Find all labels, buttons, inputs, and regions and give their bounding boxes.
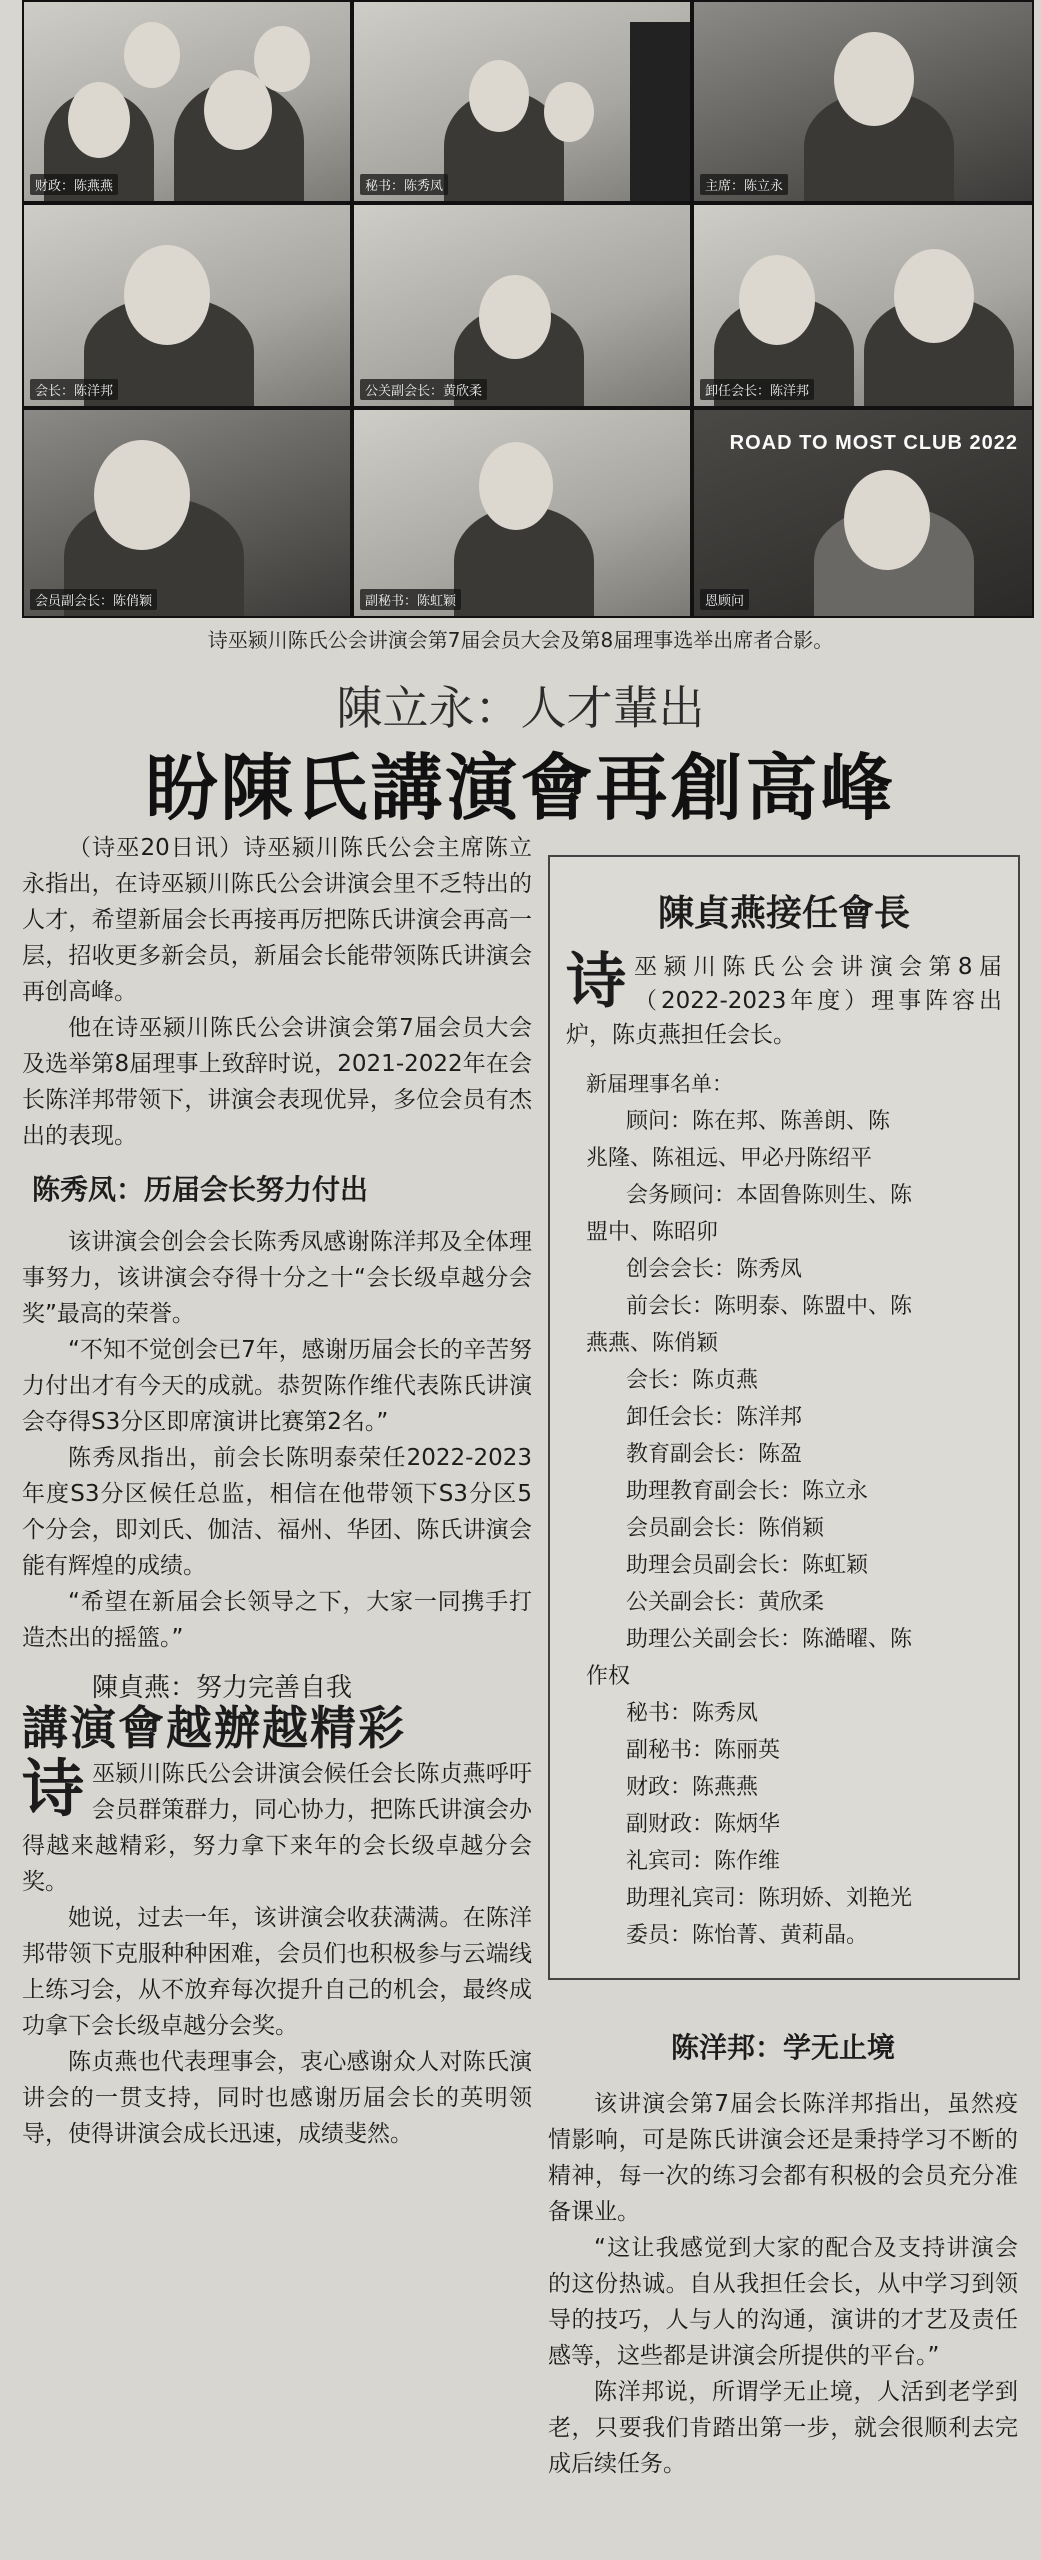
committee-box	[548, 855, 1020, 1980]
left-column	[22, 830, 532, 2152]
list-item-continued: 作权	[586, 1664, 631, 1689]
video-tile	[352, 203, 692, 408]
list-item: 财政：陈燕燕	[626, 1775, 759, 1800]
participant-name-tag: 会员副会长：陈俏颖	[30, 589, 157, 610]
drop-cap: 诗	[566, 947, 626, 1017]
participant-face	[469, 60, 529, 132]
participant-name-tag: 主席：陈立永	[700, 174, 788, 195]
participant-name-tag: 秘书：陈秀凤	[360, 174, 448, 195]
list-item: 教育副会长：陈盈	[626, 1442, 803, 1467]
intro-text: 巫颍川陈氏公会讲演会第8届（2022-2023年度）理事阵容出炉，陈贞燕担任会长。	[566, 954, 1002, 1048]
paragraph	[22, 1752, 532, 1900]
list-item: 助理教育副会长：陈立永	[626, 1479, 869, 1504]
paragraph-text: 巫颍川陈氏公会讲演会候任会长陈贞燕呼吁会员群策群力，同心协力，把陈氏讲演会办得越来越精彩，努力拿下来年的会长级卓越分会奖。	[22, 1761, 532, 1895]
list-item: 助理礼宾司：陈玥娇、刘艳光	[626, 1886, 913, 1911]
paragraph: 陈洋邦说，所谓学无止境，人活到老学到老，只要我们肯踏出第一步，就会很顺利去完成后续任务。	[548, 2379, 1018, 2477]
article-headline: 盼陳氏講演會再創高峰	[145, 746, 896, 830]
participant-name-tag: 卸任会长：陈洋邦	[700, 379, 814, 400]
video-tile	[22, 408, 352, 618]
participant-name-tag: 会长：陈洋邦	[30, 379, 118, 400]
section-subtitle: 陳貞燕：努力完善自我	[92, 1673, 353, 1703]
photo-caption: 诗巫颍川陈氏公会讲演会第7届会员大会及第8届理事选举出席者合影。	[207, 628, 834, 652]
section-title: 陈秀凤：历届会长努力付出	[32, 1173, 369, 1206]
committee-list	[566, 1066, 1002, 1954]
video-tile	[352, 0, 692, 203]
list-item: 前会长：陈明泰、陈盟中、陈	[626, 1294, 913, 1319]
list-item-continued: 燕燕、陈俏颖	[586, 1331, 719, 1356]
participant-face	[254, 26, 310, 92]
paragraph: 陈贞燕也代表理事会，衷心感谢众人对陈氏演讲会的一贯支持，同时也感谢历届会长的英明领导，使得讲演会成长迅速，成绩斐然。	[22, 2049, 532, 2147]
participant-face	[844, 470, 930, 570]
group-photo-collage	[22, 0, 1034, 618]
list-item: 秘书：陈秀凤	[626, 1701, 759, 1726]
participant-face	[124, 245, 210, 345]
list-item-continued: 盟中、陈昭卯	[586, 1220, 719, 1245]
drop-cap: 诗	[22, 1752, 85, 1825]
list-item: 助理会员副会长：陈虹颖	[626, 1553, 869, 1578]
video-tile	[692, 408, 1034, 618]
wall-panel	[630, 22, 690, 202]
paragraph: 他在诗巫颍川陈氏公会讲演会第7届会员大会及选举第8届理事上致辞时说，2021-2022年在会长陈洋邦带领下，讲演会表现优异，多位会员有杰出的表现。	[22, 1015, 532, 1149]
list-item: 副财政：陈炳华	[626, 1812, 781, 1837]
list-item: 会长：陈贞燕	[626, 1368, 759, 1393]
participant-face	[834, 32, 914, 126]
participant-face	[894, 249, 974, 343]
list-item: 助理公关副会长：陈澔曜、陈	[626, 1627, 913, 1652]
box-intro	[566, 947, 1002, 1052]
paragraph: 陈秀凤指出，前会长陈明泰荣任2022-2023年度S3分区候任总监，相信在他带领下S3分区5个分会，即刘氏、伽洁、福州、华团、陈氏讲演会能有辉煌的成绩。	[22, 1445, 532, 1579]
paragraph: “希望在新届会长领导之下，大家一同携手打造杰出的摇篮。”	[22, 1589, 532, 1651]
video-tile	[692, 0, 1034, 203]
paragraph: “这让我感觉到大家的配合及支持讲演会的这份热诚。自从我担任会长，从中学习到领导的技巧，人与人的沟通，演讲的才艺及责任感等，这些都是讲演会所提供的平台。”	[548, 2235, 1018, 2369]
list-item: 会务顾问：本固鲁陈则生、陈	[626, 1183, 913, 1208]
box-title: 陳貞燕接任會長	[657, 892, 910, 934]
participant-face	[739, 255, 815, 345]
video-tile	[22, 0, 352, 203]
list-item: 副秘书：陈丽英	[626, 1738, 781, 1763]
video-tile	[692, 203, 1034, 408]
participant-face	[124, 22, 180, 88]
video-tile	[352, 408, 692, 618]
list-item: 卸任会长：陈洋邦	[626, 1405, 803, 1430]
participant-face	[544, 82, 594, 142]
list-item: 创会会长：陈秀凤	[626, 1257, 803, 1282]
list-item: 公关副会长：黄欣柔	[626, 1590, 825, 1615]
right-column	[548, 2030, 1018, 2482]
participant-face	[479, 442, 553, 530]
paragraph: （诗巫20日讯）诗巫颍川陈氏公会主席陈立永指出，在诗巫颍川陈氏公会讲演会里不乏特出的人才，希望新届会长再接再厉把陈氏讲演会再高一层，招收更多新会员，新届会长能带领陈氏讲演会再创高峰。	[22, 835, 532, 1005]
list-item: 委员：陈怡菁、黄莉晶。	[626, 1923, 869, 1948]
article-subheadline: 陳立永：人才輩出	[336, 681, 705, 735]
list-heading: 新届理事名单：	[586, 1072, 733, 1096]
participant-face	[479, 275, 551, 359]
participant-name-tag: 公关副会长：黄欣柔	[360, 379, 487, 400]
participant-name-tag: 财政：陈燕燕	[30, 174, 118, 195]
paragraph: 该讲演会第7届会长陈洋邦指出，虽然疫情影响，可是陈氏讲演会还是秉持学习不断的精神，每一次的练习会都有积极的会员充分准备课业。	[548, 2091, 1018, 2225]
participant-name-tag: 恩顾问	[700, 589, 749, 610]
section-title: 陈洋邦：学无止境	[670, 2031, 895, 2064]
list-item: 顾问：陈在邦、陈善朗、陈	[626, 1109, 891, 1134]
paragraph: 该讲演会创会会长陈秀凤感谢陈洋邦及全体理事努力，该讲演会夺得十分之十“会长级卓越分会奖”最高的荣誉。	[22, 1229, 532, 1327]
section-headline: 講演會越辦越精彩	[22, 1701, 406, 1755]
participant-face	[94, 440, 190, 550]
video-tile	[22, 203, 352, 408]
club-banner: ROAD TO MOST CLUB 2022	[729, 432, 1018, 454]
list-item: 会员副会长：陈俏颖	[626, 1516, 825, 1541]
participant-face	[68, 82, 130, 158]
paragraph: 她说，过去一年，该讲演会收获满满。在陈洋邦带领下克服种种困难，会员们也积极参与云端线上练习会，从不放弃每次提升自己的机会，最终成功拿下会长级卓越分会奖。	[22, 1905, 532, 2039]
participant-name-tag: 副秘书：陈虹颖	[360, 589, 461, 610]
list-item: 礼宾司：陈作维	[626, 1849, 781, 1874]
paragraph: “不知不觉创会已7年，感谢历届会长的辛苦努力付出才有今天的成就。恭贺陈作维代表陈氏讲演会夺得S3分区即席演讲比赛第2名。”	[22, 1337, 532, 1435]
list-item-continued: 兆隆、陈祖远、甲必丹陈绍平	[586, 1146, 873, 1171]
